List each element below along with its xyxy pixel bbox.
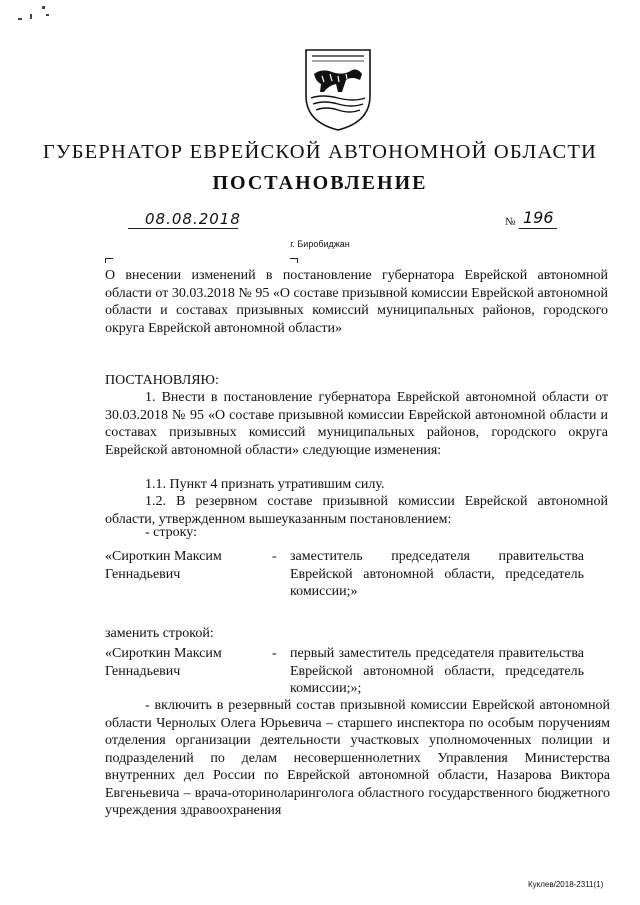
date-underline [128,228,238,229]
item-1-2: 1.2. В резервном составе призывной комиссии Еврейской автономной области, утвержденном вышеуказанным постановлением: [105,494,608,527]
document-title: О внесении изменений в постановление губернатора Еврейской автономной области от 30.03.2018 № 95 «О составе призывной комиссии Еврейской автономной области и составах призывных комиссий муниципальных районов, городского округа Еврейской автономной области» [105,268,608,336]
document-date: 08.08.2018 [145,210,241,228]
item-1-1: 1.1. Пункт 4 признать утратившим силу. [145,477,385,492]
document-number: 196 [523,208,554,227]
document-type: ПОСТАНОВЛЕНИЕ [212,172,428,194]
city: г. Биробиджан [290,239,350,249]
new-row-name: «Сироткин Максим Геннадьевич [105,646,222,679]
tiger-emblem-icon [302,46,374,132]
title-bracket-right [290,258,298,263]
new-row-dash: - [272,646,277,661]
title-bracket-left [105,258,113,263]
old-row-name: «Сироткин Максим Геннадьевич [105,549,222,582]
old-row-dash: - [272,549,277,564]
replace-label: заменить строкой: [105,626,214,641]
scan-speck [18,18,22,20]
footer-code: Куклев/2018-2311(1) [528,880,604,889]
issuer-title: ГУБЕРНАТОР ЕВРЕЙСКОЙ АВТОНОМНОЙ ОБЛАСТИ [42,141,598,163]
number-label: № [505,216,516,228]
old-row-position: заместитель председателя правительства Еврейской автономной области, председатель комиссии;» [290,549,584,599]
include-paragraph: - включить в резервный состав призывной комиссии Еврейской автономной области Чернолых Олега Юрьевича – старшего инспектора по особым поручениям отделения организации деятельности участковых уполномоченных полиции и подразделений по делам несовершеннолетних Управления Министерства внутренних дел России по Еврейской автономной области, Назарова Виктора Евгеньевича – врача-оториноларинголога областного государственного бюджетного учреждения здравоохранения [105,698,610,818]
scan-speck [42,6,45,9]
new-row-position: первый заместитель председателя правительства Еврейской автономной области, председатель комиссии;»; [290,646,584,696]
scan-speck [30,14,32,19]
line-label: - строку: [145,525,197,540]
number-underline [519,228,557,229]
decree-word: ПОСТАНОВЛЯЮ: [105,373,219,388]
scan-speck [46,14,49,16]
item-1: 1. Внести в постановление губернатора Еврейской автономной области от 30.03.2018 № 95 «О составе призывной комиссии Еврейской автономной области и составах призывных комиссий муниципальных районов, городского округа Еврейской автономной области» следующие изменения: [105,390,608,458]
